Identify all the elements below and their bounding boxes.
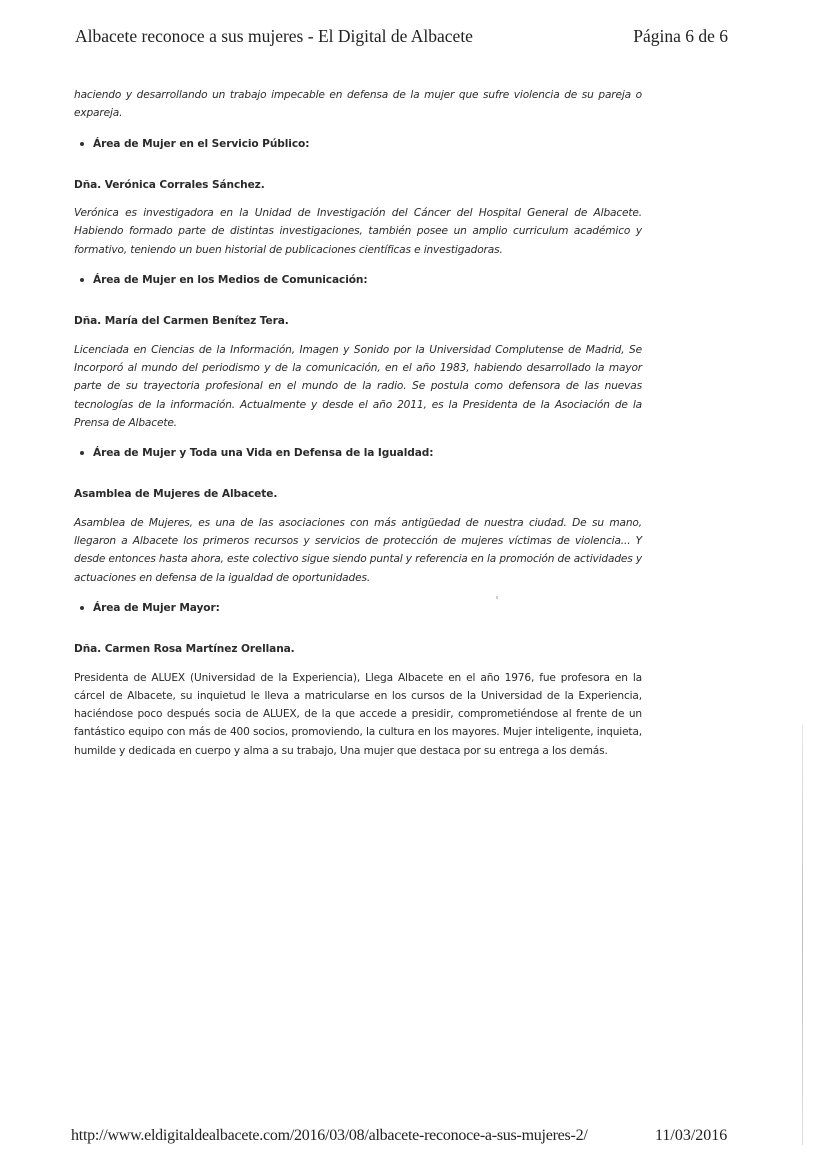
area-heading-text: Área de Mujer Mayor:	[93, 601, 220, 614]
honoree-description: Presidenta de ALUEX (Universidad de la Experiencia), Llega Albacete en el año 1976, fue profesora en la cárcel de Albacete, su inquietud le lleva a matricularse en los cursos de la Universidad de la Experiencia, haciéndose poco después socia de ALUEX, de la que accede a presidir, comprometiéndose al frente de un fantástico equipo con más de 400 socios, promoviendo, la cultura en los mayores. Mujer inteligente, inquieta, humilde y dedicada en cuerpo y alma a su trabajo, Una mujer que destaca por su entrega a los demás.	[74, 671, 642, 757]
area-heading-text: Área de Mujer y Toda una Vida en Defensa de la Igualdad:	[93, 447, 434, 460]
scan-artifact-line	[802, 725, 803, 1145]
document-title: Albacete reconoce a sus mujeres - El Digital de Albacete	[75, 26, 473, 46]
area-heading-text: Área de Mujer en el Servicio Público:	[93, 137, 310, 150]
honoree-name: Asamblea de Mujeres de Albacete.	[74, 488, 278, 501]
area-heading	[74, 444, 642, 462]
section-medios-comunicacion	[74, 271, 642, 432]
honoree-description: Asamblea de Mujeres, es una de las asociaciones con más antigüedad de nuestra ciudad. De su mano, llegaron a Albacete los primeros recursos y servicios de protección de mujeres víctimas de violencia... Y desde entonces hasta ahora, este colectivo sigue siendo puntal y referencia en la promoción de actividades y actuaciones en defensa de la igualdad de oportunidades.	[74, 516, 642, 584]
honoree-name: Dña. Carmen Rosa Martínez Orellana.	[74, 643, 295, 656]
bullet-icon	[80, 606, 84, 610]
section-defensa-igualdad	[74, 444, 642, 587]
section-mujer-mayor	[74, 599, 642, 760]
honoree-name: Dña. Verónica Corrales Sánchez.	[74, 178, 265, 191]
area-heading	[74, 135, 642, 153]
page-indicator: Página 6 de 6	[633, 26, 728, 46]
bullet-icon	[80, 142, 84, 146]
intro-paragraph: haciendo y desarrollando un trabajo impecable en defensa de la mujer que sufre violencia de su pareja o expareja.	[74, 89, 642, 120]
bullet-icon	[80, 451, 84, 455]
area-heading	[74, 271, 642, 289]
print-date: 11/03/2016	[655, 1127, 728, 1144]
source-url: http://www.eldigitaldealbacete.com/2016/03/08/albacete-reconoce-a-sus-mujeres-2/	[71, 1127, 588, 1144]
area-heading	[74, 599, 642, 617]
honoree-name: Dña. María del Carmen Benítez Tera.	[74, 315, 289, 328]
honoree-description: Licenciada en Ciencias de la Información, Imagen y Sonido por la Universidad Complutense de Madrid, Se Incorporó al mundo del periodismo y de la comunicación, en el año 1983, habiendo desarrollado la mayor parte de su trayectoria profesional en el mundo de la radio. Se postula como defensora de las nuevas tecnologías de la información. Actualmente y desde el año 2011, es la Presidenta de la Asociación de la Prensa de Albacete.	[74, 343, 642, 429]
article-body	[74, 86, 642, 760]
scan-artifact-speck	[496, 596, 498, 599]
section-servicio-publico	[74, 135, 642, 259]
bullet-icon	[80, 278, 84, 282]
honoree-description: Verónica es investigadora en la Unidad de Investigación del Cáncer del Hospital General de Albacete. Habiendo formado parte de distintas investigaciones, también posee un amplio curriculum académico y formativo, teniendo un buen historial de publicaciones científicas e investigadoras.	[74, 207, 642, 256]
area-heading-text: Área de Mujer en los Medios de Comunicación:	[93, 274, 368, 287]
